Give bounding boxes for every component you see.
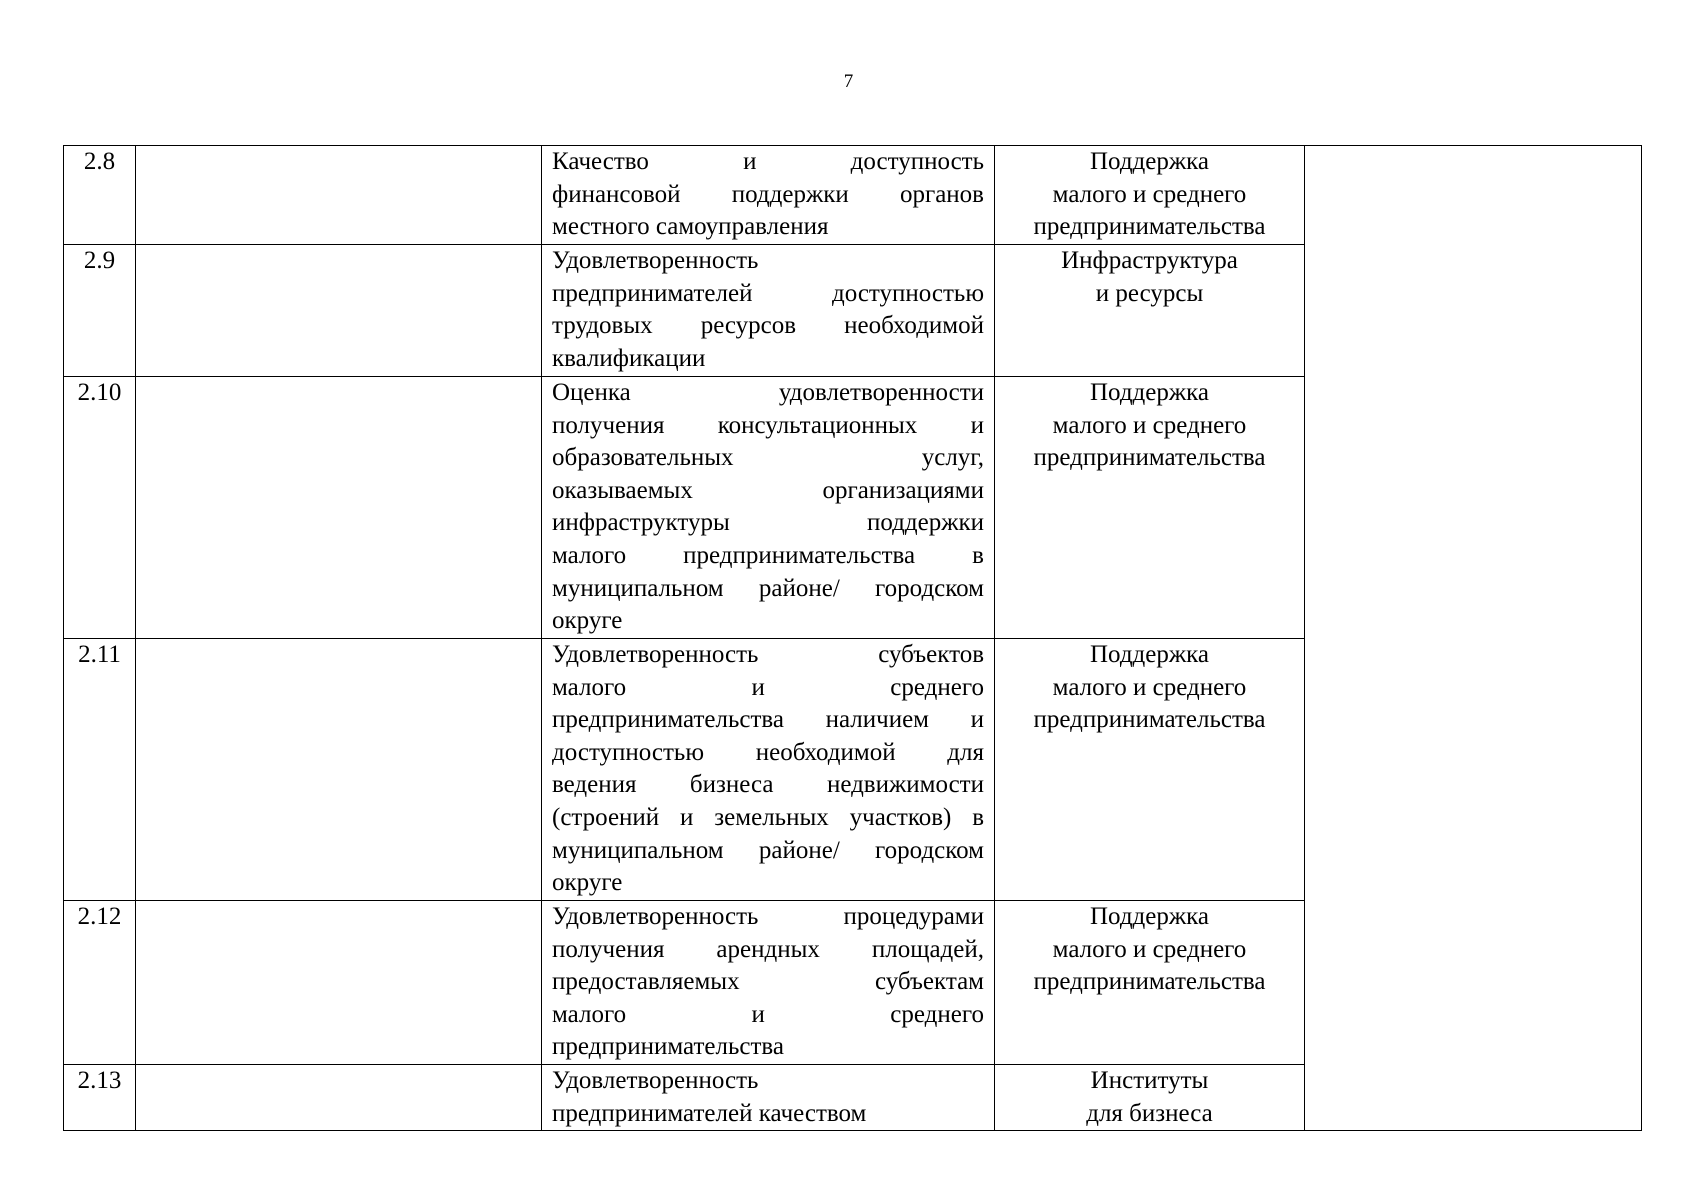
indicator-description-line: малого и среднего <box>552 673 984 701</box>
category-line: предпринимательства <box>1033 213 1266 241</box>
category-line: малого и среднего <box>1052 673 1247 701</box>
indicator-table <box>63 145 1642 1131</box>
row-number-cell <box>64 146 136 245</box>
indicator-description-cell <box>542 146 995 245</box>
row-number-cell <box>64 245 136 377</box>
category-line: малого и среднего <box>1052 180 1247 208</box>
category-line: Поддержка <box>1089 379 1209 406</box>
indicator-description-line: округе <box>552 607 623 635</box>
indicator-description-line: финансовой поддержки органов <box>552 180 984 208</box>
indicator-description-line: Удовлетворенность <box>552 247 759 274</box>
category-line: Институты <box>1090 1067 1209 1094</box>
category-line: предпринимательства <box>1033 706 1266 734</box>
indicator-description-cell <box>542 245 995 377</box>
indicator-description-line: образовательных услуг, <box>552 444 984 472</box>
indicator-description-line: Удовлетворенность субъектов <box>552 641 984 668</box>
indicator-description-line: Оценка удовлетворенности <box>552 379 984 406</box>
indicator-description-line: получения арендных площадей, <box>552 935 984 963</box>
row-number-cell <box>64 639 136 901</box>
row-number: 2.11 <box>78 641 121 668</box>
table-row <box>64 146 1642 245</box>
category-line: предпринимательства <box>1033 968 1266 996</box>
indicator-description-cell <box>542 901 995 1065</box>
row-number-cell <box>64 901 136 1065</box>
category-line: Поддержка <box>1089 148 1209 175</box>
category-line: Поддержка <box>1089 641 1209 668</box>
indicator-description-line: предпринимательства наличием и <box>552 706 984 734</box>
category-cell <box>995 245 1305 377</box>
empty-cell <box>136 146 542 245</box>
category-cell <box>995 146 1305 245</box>
indicator-description-line: муниципальном районе/ городском <box>552 836 984 864</box>
category-line: Поддержка <box>1089 903 1209 930</box>
row-number-cell <box>64 377 136 639</box>
row-number: 2.10 <box>77 379 122 406</box>
indicator-description-line: предпринимателей доступностью <box>552 279 984 307</box>
row-number: 2.8 <box>83 148 116 175</box>
indicator-description-cell <box>542 1065 995 1131</box>
category-line: для бизнеса <box>1086 1099 1213 1127</box>
indicator-description-line: ведения бизнеса недвижимости <box>552 771 984 799</box>
empty-cell <box>136 1065 542 1131</box>
indicator-description-cell <box>542 639 995 901</box>
indicator-description-line: местного самоуправления <box>552 213 829 241</box>
indicator-description-line: Удовлетворенность процедурами <box>552 903 984 930</box>
table-body <box>64 146 1642 1131</box>
row-number: 2.12 <box>77 903 122 930</box>
indicator-description-line: малого предпринимательства в <box>552 541 984 569</box>
category-cell <box>995 1065 1305 1131</box>
indicator-description-line: квалификации <box>552 344 706 372</box>
indicator-description-line: предпринимателей качеством <box>552 1099 867 1127</box>
category-line: Инфраструктура <box>1061 247 1238 274</box>
row-number: 2.13 <box>77 1067 122 1094</box>
indicator-description-line: получения консультационных и <box>552 411 984 439</box>
page-number: 7 <box>843 71 854 92</box>
indicator-description-line: (строений и земельных участков) в <box>552 803 984 831</box>
indicator-description-line: Качество и доступность <box>552 148 984 175</box>
indicator-description-line: доступностью необходимой для <box>552 738 984 766</box>
category-line: малого и среднего <box>1052 411 1247 439</box>
row-number-cell <box>64 1065 136 1131</box>
category-cell <box>995 639 1305 901</box>
category-line: и ресурсы <box>1095 279 1204 307</box>
category-cell <box>995 377 1305 639</box>
indicator-description-line: малого и среднего <box>552 1000 984 1028</box>
indicator-description-line: округе <box>552 869 623 897</box>
indicator-description-line: инфраструктуры поддержки <box>552 509 984 537</box>
indicator-description-line: предпринимательства <box>552 1033 784 1061</box>
empty-cell <box>136 377 542 639</box>
merged-empty-cell <box>1305 146 1642 1131</box>
row-number: 2.9 <box>83 247 116 274</box>
empty-cell <box>136 245 542 377</box>
indicator-description-line: муниципальном районе/ городском <box>552 574 984 602</box>
indicator-description-line: оказываемых организациями <box>552 476 984 504</box>
empty-cell <box>136 901 542 1065</box>
category-line: предпринимательства <box>1033 444 1266 472</box>
indicator-description-cell <box>542 377 995 639</box>
empty-cell <box>136 639 542 901</box>
indicator-description-line: предоставляемых субъектам <box>552 968 984 996</box>
indicator-description-line: Удовлетворенность <box>552 1067 759 1094</box>
category-line: малого и среднего <box>1052 935 1247 963</box>
category-cell <box>995 901 1305 1065</box>
indicator-description-line: трудовых ресурсов необходимой <box>552 312 984 340</box>
